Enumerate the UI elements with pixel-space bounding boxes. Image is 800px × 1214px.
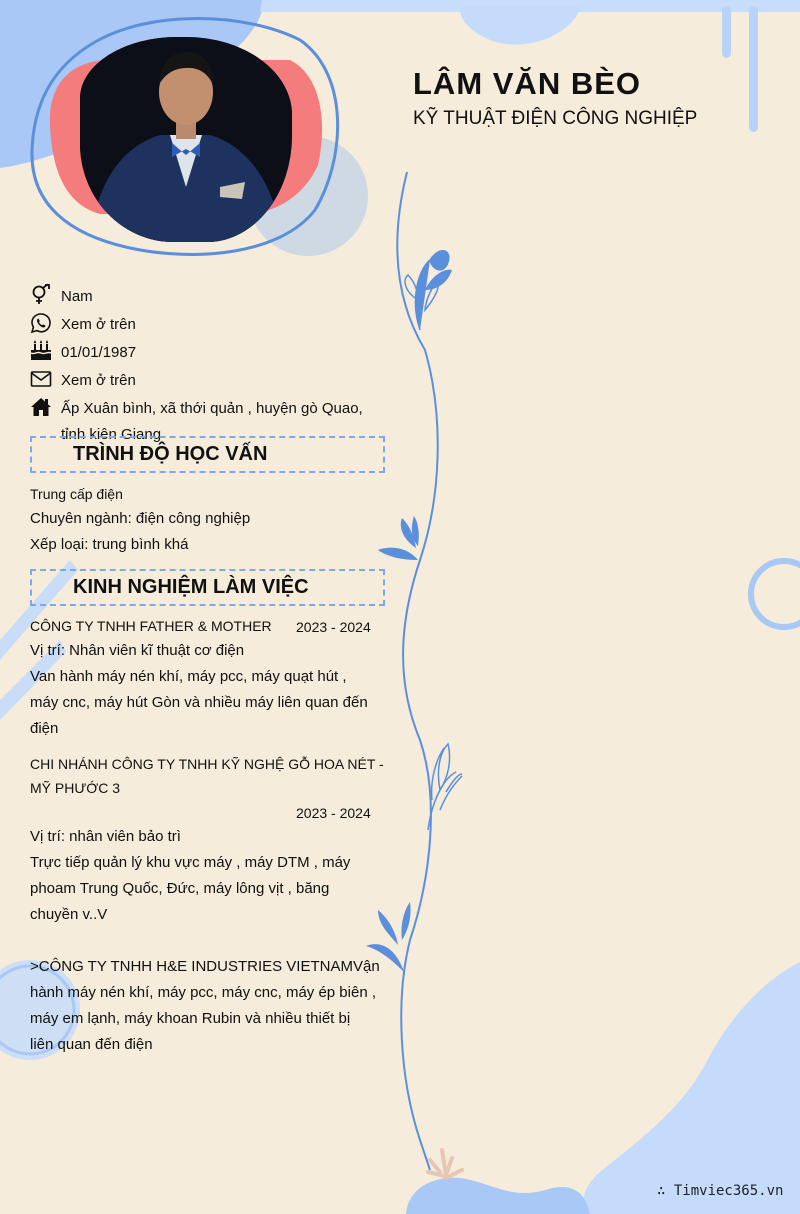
job-description-line: phoam Trung Quốc, Đức, máy lông vịt , băng — [30, 880, 330, 897]
job-description-line: Van hành máy nén khí, máy pcc, máy quạt hút , — [30, 668, 347, 685]
job-description-line: máy em lạnh, máy khoan Rubin và nhiều thiết bị — [30, 1010, 351, 1027]
job-position: Vị trí: Nhân viên kĩ thuật cơ điện — [30, 642, 245, 659]
job-description-line: điện — [30, 720, 59, 737]
job-title: KỸ THUẬT ĐIỆN CÔNG NGHIỆP — [413, 108, 698, 129]
info-row-birthday — [30, 340, 390, 368]
job-description-line: Trực tiếp quản lý khu vực máy , máy DTM , máy — [30, 854, 351, 871]
job-company: CHI NHÁNH CÔNG TY TNHH KỸ NGHỆ GỖ HOA NÉT - — [30, 756, 384, 772]
info-row-email — [30, 368, 390, 396]
experience-section-title — [30, 569, 385, 606]
profile-photo — [80, 37, 292, 242]
info-row-address — [30, 396, 390, 443]
watermark: ∴ Timviec365.vn — [657, 1183, 784, 1199]
birthday-value: 01/01/1987 — [61, 344, 137, 361]
experience-title: KINH NGHIỆM LÀM VIỆC — [73, 576, 309, 598]
job-period: 2023 - 2024 — [296, 619, 371, 635]
job-period: 2023 - 2024 — [296, 805, 371, 821]
address-value: Ấp Xuân bình, xã thới quản , huyện gò Quao, tỉnh kiên Giang — [61, 400, 363, 443]
education-line: Xếp loại: trung bình khá — [30, 536, 189, 553]
job-position: Vị trí: nhân viên bảo trì — [30, 828, 181, 845]
personal-info — [30, 284, 390, 443]
job-description-line: máy cnc, máy hút Gòn và nhiều máy liên quan đến — [30, 694, 368, 711]
candidate-name: LÂM VĂN BÈO — [413, 66, 641, 101]
info-row-gender — [30, 284, 390, 312]
job-description-line: liên quan đến điện — [30, 1036, 153, 1053]
job-description-line: chuyền v..V — [30, 906, 108, 923]
job-description-line: hành máy nén khí, máy pcc, máy cnc, máy ép biên , — [30, 984, 376, 1001]
mail-icon — [30, 368, 61, 390]
email-value: Xem ở trên — [61, 372, 136, 389]
phone-value: Xem ở trên — [61, 316, 136, 333]
education-line: Chuyên ngành: điện công nghiệp — [30, 510, 251, 527]
birthday-cake-icon — [30, 340, 61, 362]
education-section-title — [30, 436, 385, 473]
job-company: MỸ PHƯỚC 3 — [30, 780, 121, 796]
gender-value: Nam — [61, 288, 93, 305]
info-row-phone — [30, 312, 390, 340]
education-title: TRÌNH ĐỘ HỌC VẤN — [73, 443, 268, 465]
phone-icon — [30, 312, 61, 334]
job-description-line: >CÔNG TY TNHH H&E INDUSTRIES VIETNAMVận — [30, 958, 380, 975]
job-company: CÔNG TY TNHH FATHER & MOTHER — [30, 618, 272, 634]
gender-icon — [30, 284, 61, 306]
education-line: Trung cấp điện — [30, 486, 123, 502]
home-icon — [30, 396, 61, 418]
